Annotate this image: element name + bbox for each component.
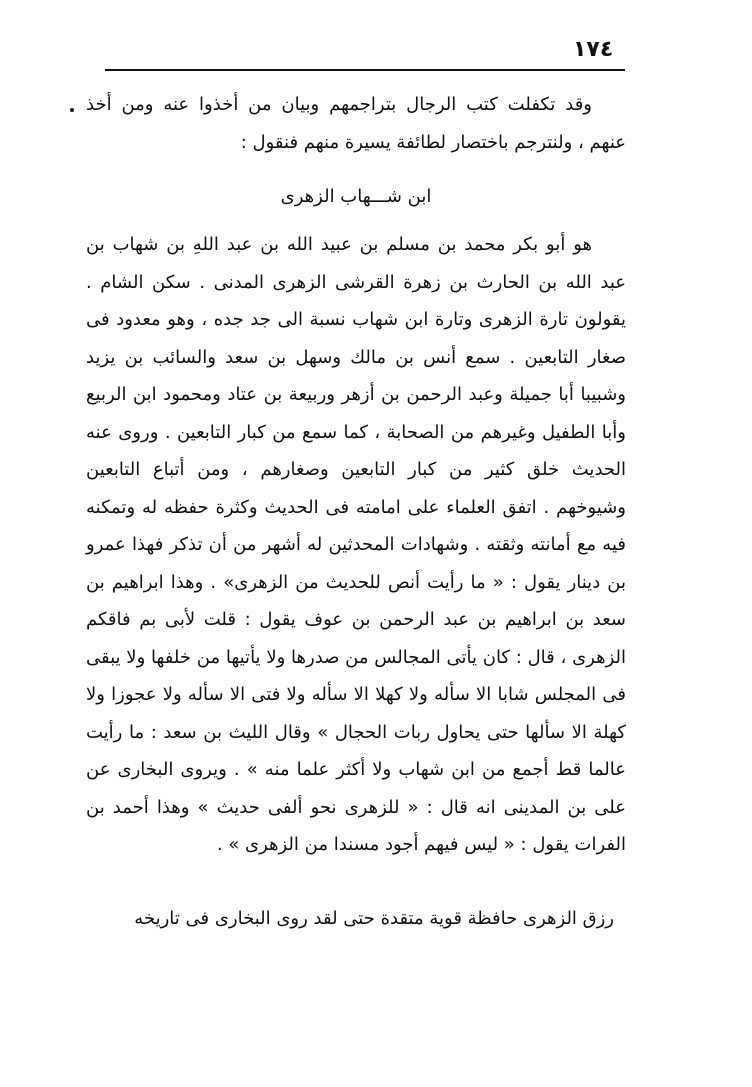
biography-text: هو أبو بكر محمد بن مسلم بن عبيد الله بن عبد اللهِ بن شهاب بن عبد الله بن الحارث بن زهرة القرشى الزهرى المدنى . سكن الشام . يقولون تارة الزهرى وتارة ابن شهاب نسبة الى جد جده ، وهو معدود فى صغار التابعين . سمع أنس بن مالك وسهل بن سعد والسائب بن يزيد وشبيبا أبا جميلة وعبد الرحمن بن أزهر وربيعة بن عتاد ومحمود ابن الربيع وأبا الطفيل وغيرهم من الصحابة ، كما سمع من كبار التابعين . وروى عنه الحديث خلق كثير من كبار التابعين وصغارهم ، ومن أتباع التابعين وشيوخهم . اتفق العلماء على امامته فى الحديث وكثرة حفظه له وتمكنه فيه مع أمانته وثقته . وشهادات المحدثين له أشهر من أن تذكر فهذا عمرو بن دينار يقول : « ما رأيت أنص للحديث من الزهرى» . وهذا ابراهيم بن سعد بن ابراهيم بن عبد الرحمن بن عوف يقول : قلت لأبى بم فاقكم الزهرى ، قال : كان يأتى المجالس من صدرها ولا يأتيها من خلفها ولا يبقى فى المجلس شابا الا سأله ولا كهلا الا سأله ولا فتى الا سأله ولا عجوزا ولا كهلة الا سألها حتى يحاول ربات الحجال » وقال الليث بن سعد : ما رأيت عالما قط أجمع من ابن شهاب ولا أكثر علما منه » . ويروى البخارى عن على بن المدينى انه قال : « للزهرى نحو ألفى حديث » وهذا أحمد بن الفرات يقول : « ليس فيهم أجود مسندا من الزهرى » . bbox=[86, 234, 626, 855]
margin-dot bbox=[70, 108, 74, 112]
section-heading: ابن شـــهاب الزهرى bbox=[280, 186, 432, 207]
biography-paragraph bbox=[86, 226, 626, 864]
header-rule bbox=[105, 69, 625, 71]
page-number: ١٧٤ bbox=[573, 37, 614, 62]
intro-text: وقد تكفلت كتب الرجال بتراجمهم وبيان من أخذوا عنه ومن أخذ عنهم ، ولنترجم باختصار لطائفة يسيرة منهم فنقول : bbox=[86, 94, 626, 153]
memory-text: رزق الزهرى حافظة قوية متقدة حتى لقد روى البخارى فى تاريخه bbox=[134, 908, 614, 929]
memory-paragraph bbox=[86, 900, 626, 938]
intro-paragraph bbox=[86, 86, 626, 161]
